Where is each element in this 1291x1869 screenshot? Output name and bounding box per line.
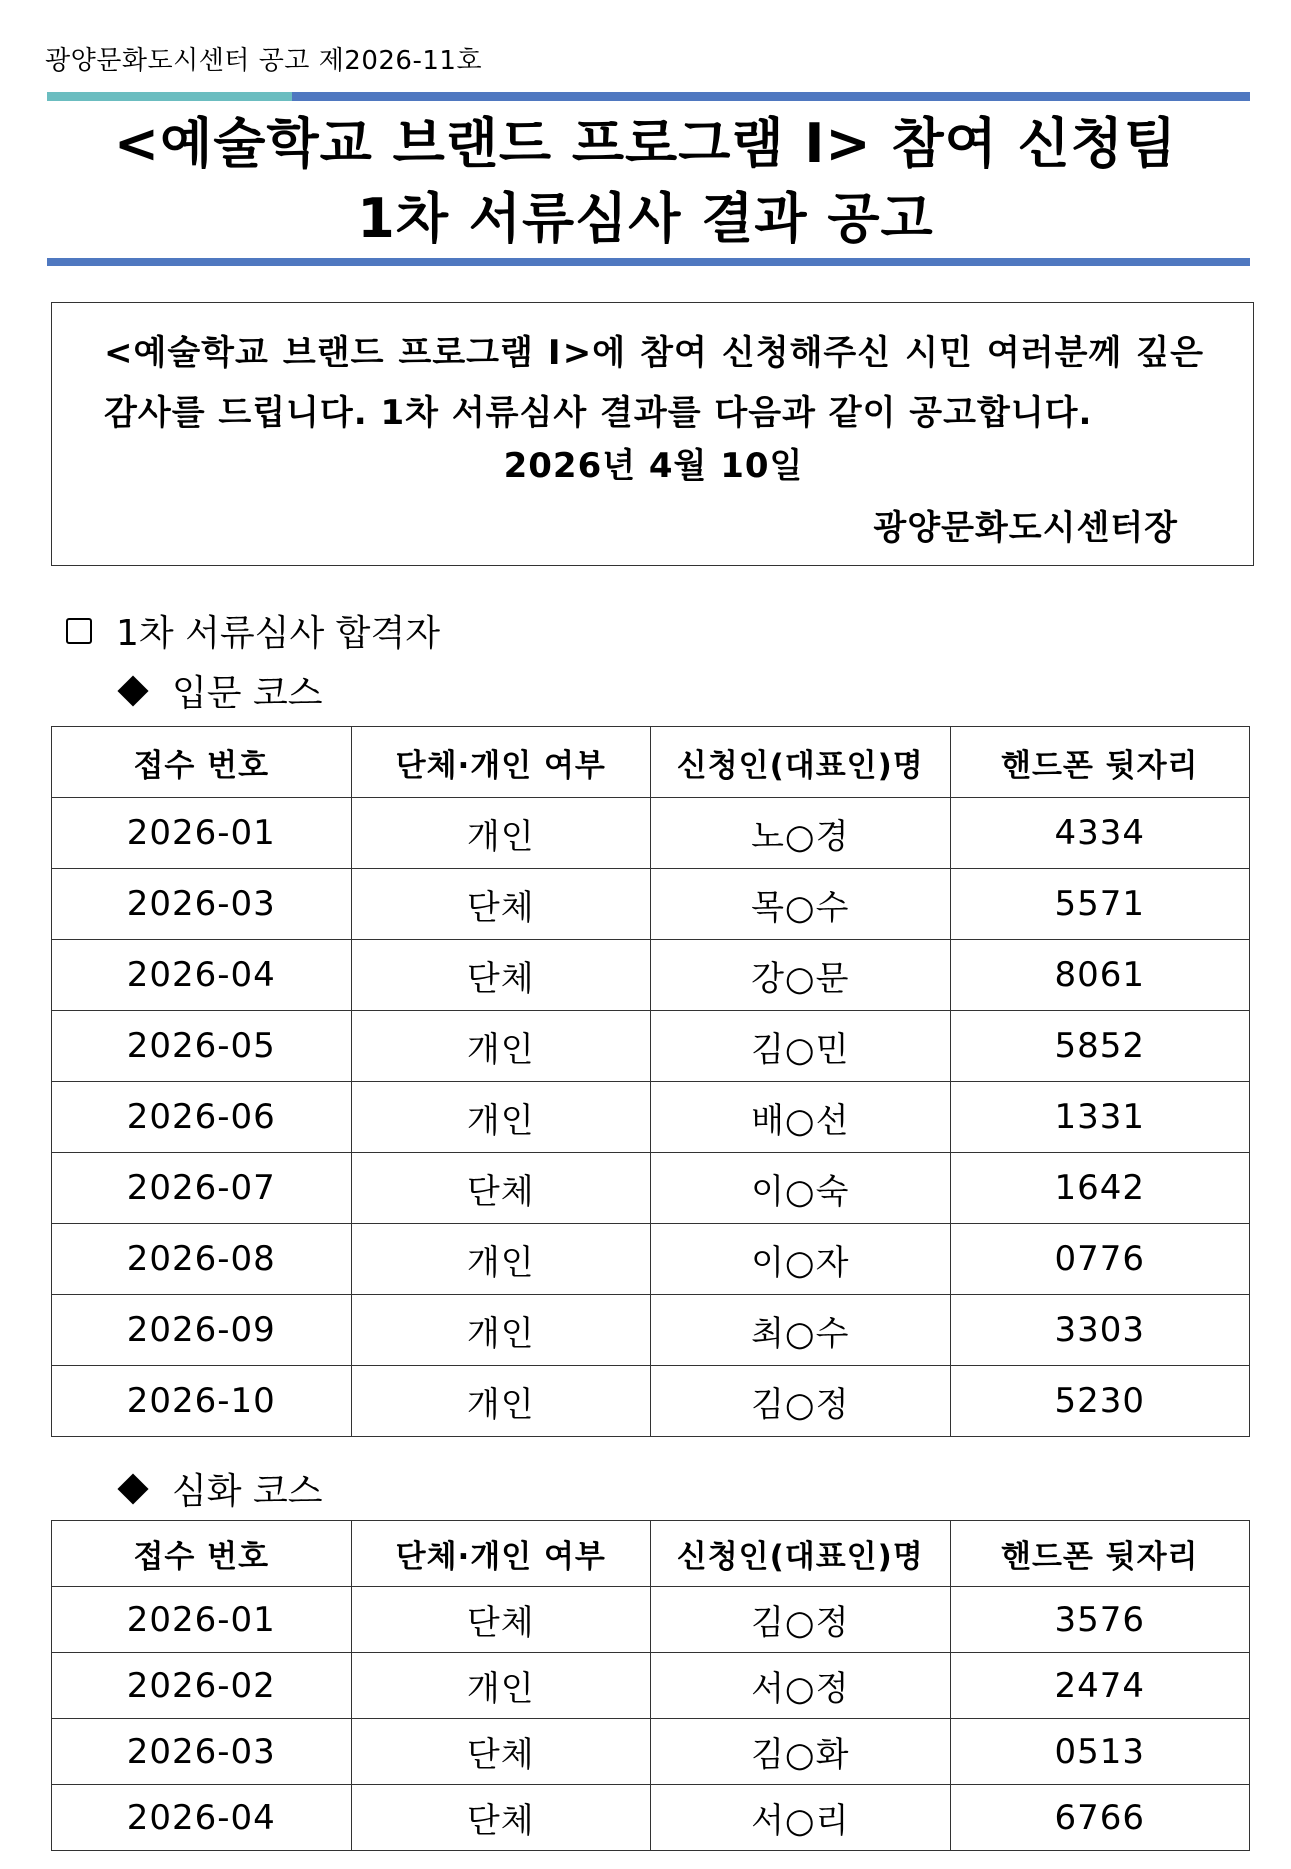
- cell-receipt-number: 2026-09: [52, 1295, 352, 1366]
- intro-course-table: [51, 726, 1250, 1437]
- cell-receipt-number: 2026-01: [52, 798, 352, 869]
- cell-applicant-name: 최○수: [651, 1295, 951, 1366]
- column-header-phone-digits: 핸드폰 뒷자리: [950, 1521, 1250, 1587]
- page-title-line2: 1차 서류심사 결과 공고: [357, 187, 934, 250]
- column-header-applicant-name: 신청인(대표인)명: [651, 1521, 951, 1587]
- cell-phone-digits: 2474: [950, 1653, 1250, 1719]
- diamond-bullet-icon: [117, 1473, 148, 1504]
- cell-applicant-name: 배○선: [651, 1082, 951, 1153]
- title-bottom-rule: [47, 258, 1250, 266]
- column-header-applicant-type: 단체·개인 여부: [351, 727, 651, 798]
- cell-applicant-type: 단체: [351, 940, 651, 1011]
- cell-phone-digits: 4334: [950, 798, 1250, 869]
- cell-applicant-type: 단체: [351, 1719, 651, 1785]
- cell-receipt-number: 2026-08: [52, 1224, 352, 1295]
- table-row: [52, 1011, 1250, 1082]
- table-row: [52, 1366, 1250, 1437]
- column-header-receipt-number: 접수 번호: [52, 1521, 352, 1587]
- column-header-applicant-type: 단체·개인 여부: [351, 1521, 651, 1587]
- table-row: [52, 1295, 1250, 1366]
- cell-receipt-number: 2026-10: [52, 1366, 352, 1437]
- notice-body: <예술학교 브랜드 프로그램 Ⅰ>에 참여 신청해주신 시민 여러분께 깊은 감사를 드립니다. 1차 서류심사 결과를 다음과 같이 공고합니다.: [104, 333, 1204, 433]
- cell-applicant-type: 개인: [351, 1011, 651, 1082]
- cell-applicant-type: 개인: [351, 1082, 651, 1153]
- cell-receipt-number: 2026-04: [52, 1785, 352, 1851]
- page-title-line1: <예술학교 브랜드 프로그램 Ⅰ> 참여 신청팀: [113, 112, 1178, 175]
- cell-phone-digits: 5852: [950, 1011, 1250, 1082]
- cell-applicant-type: 개인: [351, 1653, 651, 1719]
- table-row: [52, 798, 1250, 869]
- cell-applicant-type: 단체: [351, 1587, 651, 1653]
- advanced-course-table: [51, 1520, 1250, 1851]
- cell-phone-digits: 6766: [950, 1785, 1250, 1851]
- cell-applicant-name: 서○리: [651, 1785, 951, 1851]
- cell-phone-digits: 8061: [950, 940, 1250, 1011]
- cell-phone-digits: 5230: [950, 1366, 1250, 1437]
- cell-phone-digits: 0776: [950, 1224, 1250, 1295]
- table-row: [52, 1587, 1250, 1653]
- cell-phone-digits: 0513: [950, 1719, 1250, 1785]
- cell-applicant-name: 이○숙: [651, 1153, 951, 1224]
- cell-applicant-name: 김○정: [651, 1366, 951, 1437]
- notice-signature: 광양문화도시센터장: [873, 508, 1178, 548]
- cell-applicant-name: 김○정: [651, 1587, 951, 1653]
- table-header-row: [52, 727, 1250, 798]
- table-row: [52, 1082, 1250, 1153]
- notice-date: 2026년 4월 10일: [503, 446, 804, 486]
- title-rule-main: [292, 92, 1250, 101]
- cell-applicant-name: 강○문: [651, 940, 951, 1011]
- cell-applicant-type: 개인: [351, 1224, 651, 1295]
- cell-receipt-number: 2026-03: [52, 869, 352, 940]
- course-heading-label: 입문 코스: [172, 673, 323, 714]
- cell-receipt-number: 2026-06: [52, 1082, 352, 1153]
- cell-receipt-number: 2026-01: [52, 1587, 352, 1653]
- title-rule-accent: [47, 92, 292, 101]
- table-row: [52, 940, 1250, 1011]
- cell-receipt-number: 2026-04: [52, 940, 352, 1011]
- table-row: [52, 1719, 1250, 1785]
- cell-receipt-number: 2026-07: [52, 1153, 352, 1224]
- checkbox-icon: [66, 618, 92, 644]
- cell-phone-digits: 1642: [950, 1153, 1250, 1224]
- cell-receipt-number: 2026-03: [52, 1719, 352, 1785]
- cell-applicant-type: 단체: [351, 1153, 651, 1224]
- cell-applicant-name: 김○화: [651, 1719, 951, 1785]
- column-header-phone-digits: 핸드폰 뒷자리: [950, 727, 1250, 798]
- cell-applicant-type: 단체: [351, 1785, 651, 1851]
- course-heading-advanced: [118, 1463, 323, 1514]
- section-heading-label: 1차 서류심사 합격자: [116, 613, 440, 654]
- table-row: [52, 869, 1250, 940]
- table-header-row: [52, 1521, 1250, 1587]
- table-row: [52, 1653, 1250, 1719]
- cell-applicant-type: 개인: [351, 798, 651, 869]
- cell-applicant-name: 목○수: [651, 869, 951, 940]
- cell-applicant-type: 단체: [351, 869, 651, 940]
- column-header-applicant-name: 신청인(대표인)명: [651, 727, 951, 798]
- course-heading-intro: [118, 665, 323, 716]
- cell-phone-digits: 5571: [950, 869, 1250, 940]
- cell-phone-digits: 3303: [950, 1295, 1250, 1366]
- table-row: [52, 1785, 1250, 1851]
- column-header-receipt-number: 접수 번호: [52, 727, 352, 798]
- diamond-bullet-icon: [117, 675, 148, 706]
- cell-applicant-type: 개인: [351, 1295, 651, 1366]
- table-row: [52, 1224, 1250, 1295]
- cell-applicant-name: 서○정: [651, 1653, 951, 1719]
- cell-phone-digits: 3576: [950, 1587, 1250, 1653]
- document-number: 광양문화도시센터 공고 제2026-11호: [45, 46, 483, 76]
- course-heading-label: 심화 코스: [172, 1471, 323, 1512]
- section-heading: [66, 605, 440, 656]
- cell-phone-digits: 1331: [950, 1082, 1250, 1153]
- cell-applicant-name: 노○경: [651, 798, 951, 869]
- cell-receipt-number: 2026-05: [52, 1011, 352, 1082]
- cell-applicant-name: 김○민: [651, 1011, 951, 1082]
- cell-receipt-number: 2026-02: [52, 1653, 352, 1719]
- cell-applicant-type: 개인: [351, 1366, 651, 1437]
- table-row: [52, 1153, 1250, 1224]
- title-top-rule: [47, 92, 1250, 101]
- cell-applicant-name: 이○자: [651, 1224, 951, 1295]
- notice-box: [51, 302, 1254, 566]
